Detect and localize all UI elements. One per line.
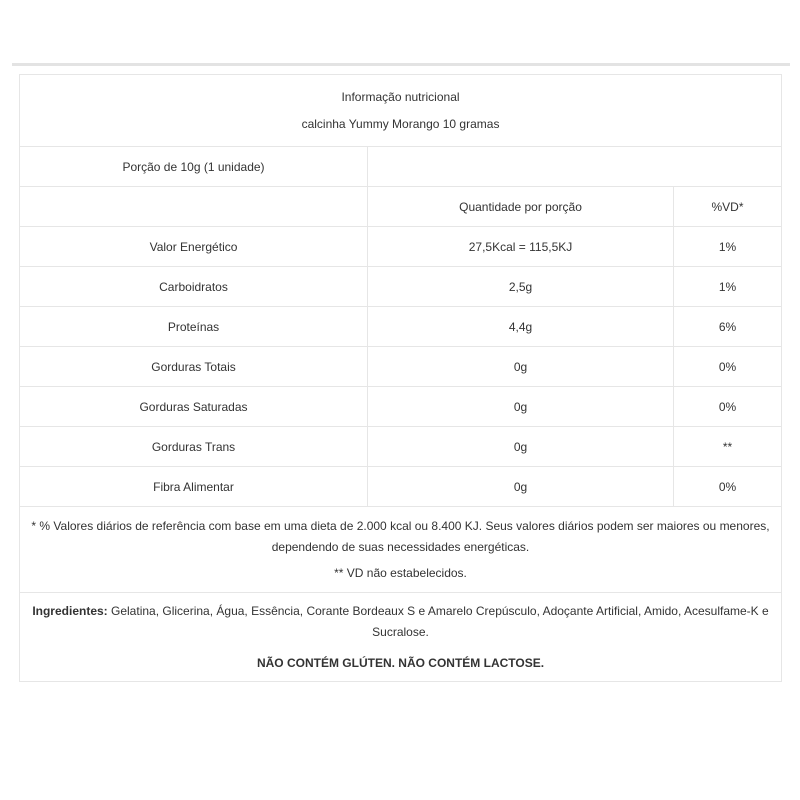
column-header-empty bbox=[20, 187, 368, 227]
footnote-cell bbox=[20, 507, 782, 593]
nutrient-quantity: 0g bbox=[368, 347, 674, 387]
nutrient-quantity: 0g bbox=[368, 427, 674, 467]
portion-label: Porção de 10g (1 unidade) bbox=[20, 147, 368, 187]
nutrient-vd: ** bbox=[674, 427, 782, 467]
nutrient-name: Gorduras Trans bbox=[20, 427, 368, 467]
nutrition-table bbox=[19, 74, 782, 682]
nutrient-quantity: 4,4g bbox=[368, 307, 674, 347]
nutrient-quantity: 0g bbox=[368, 467, 674, 507]
table-row bbox=[20, 267, 782, 307]
table-row bbox=[20, 307, 782, 347]
ingredients-cell bbox=[20, 593, 782, 682]
nutrient-name: Gorduras Totais bbox=[20, 347, 368, 387]
nutrient-name: Valor Energético bbox=[20, 227, 368, 267]
table-header-row bbox=[20, 75, 782, 147]
footnote-vd-note: ** VD não estabelecidos. bbox=[334, 565, 467, 580]
nutrient-vd: 6% bbox=[674, 307, 782, 347]
nutrient-quantity: 0g bbox=[368, 387, 674, 427]
portion-empty-cell bbox=[368, 147, 782, 187]
nutrient-vd: 1% bbox=[674, 227, 782, 267]
footnote-reference: * % Valores diários de referência com base em uma dieta de 2.000 kcal ou 8.400 KJ. Seus valores diários podem ser maiores ou menores, bbox=[31, 518, 770, 533]
column-header-quantity: Quantidade por porção bbox=[368, 187, 674, 227]
nutrient-name: Carboidratos bbox=[20, 267, 368, 307]
nutrient-name: Proteínas bbox=[20, 307, 368, 347]
nutrient-vd: 0% bbox=[674, 347, 782, 387]
top-divider bbox=[12, 63, 790, 66]
nutrient-vd: 0% bbox=[674, 387, 782, 427]
portion-row bbox=[20, 147, 782, 187]
table-row bbox=[20, 227, 782, 267]
table-row bbox=[20, 467, 782, 507]
footnote-reference-cont: dependendo de suas necessidades energéticas. bbox=[271, 539, 530, 554]
ingredients-text: Gelatina, Glicerina, Água, Essência, Corante Bordeaux S e Amarelo Crepúsculo, Adoçante Artificial, Amido, Acesulfame-K e bbox=[107, 604, 769, 618]
table-row bbox=[20, 387, 782, 427]
table-header-cell bbox=[20, 75, 782, 147]
column-header-vd: %VD* bbox=[674, 187, 782, 227]
nutrient-name: Fibra Alimentar bbox=[20, 467, 368, 507]
nutrient-name: Gorduras Saturadas bbox=[20, 387, 368, 427]
allergen-warning: NÃO CONTÉM GLÚTEN. NÃO CONTÉM LACTOSE. bbox=[256, 656, 545, 670]
nutrient-vd: 1% bbox=[674, 267, 782, 307]
ingredients-line bbox=[28, 601, 773, 622]
nutrient-quantity: 27,5Kcal = 115,5KJ bbox=[368, 227, 674, 267]
column-header-row bbox=[20, 187, 782, 227]
footnote-row bbox=[20, 507, 782, 593]
ingredients-label: Ingredientes: bbox=[32, 604, 108, 618]
product-name: calcinha Yummy Morango 10 gramas bbox=[301, 116, 500, 131]
table-row bbox=[20, 427, 782, 467]
ingredients-row bbox=[20, 593, 782, 682]
nutrient-vd: 0% bbox=[674, 467, 782, 507]
table-row bbox=[20, 347, 782, 387]
table-title: Informação nutricional bbox=[341, 89, 460, 104]
ingredients-text-cont: Sucralose. bbox=[372, 625, 429, 639]
nutrient-quantity: 2,5g bbox=[368, 267, 674, 307]
